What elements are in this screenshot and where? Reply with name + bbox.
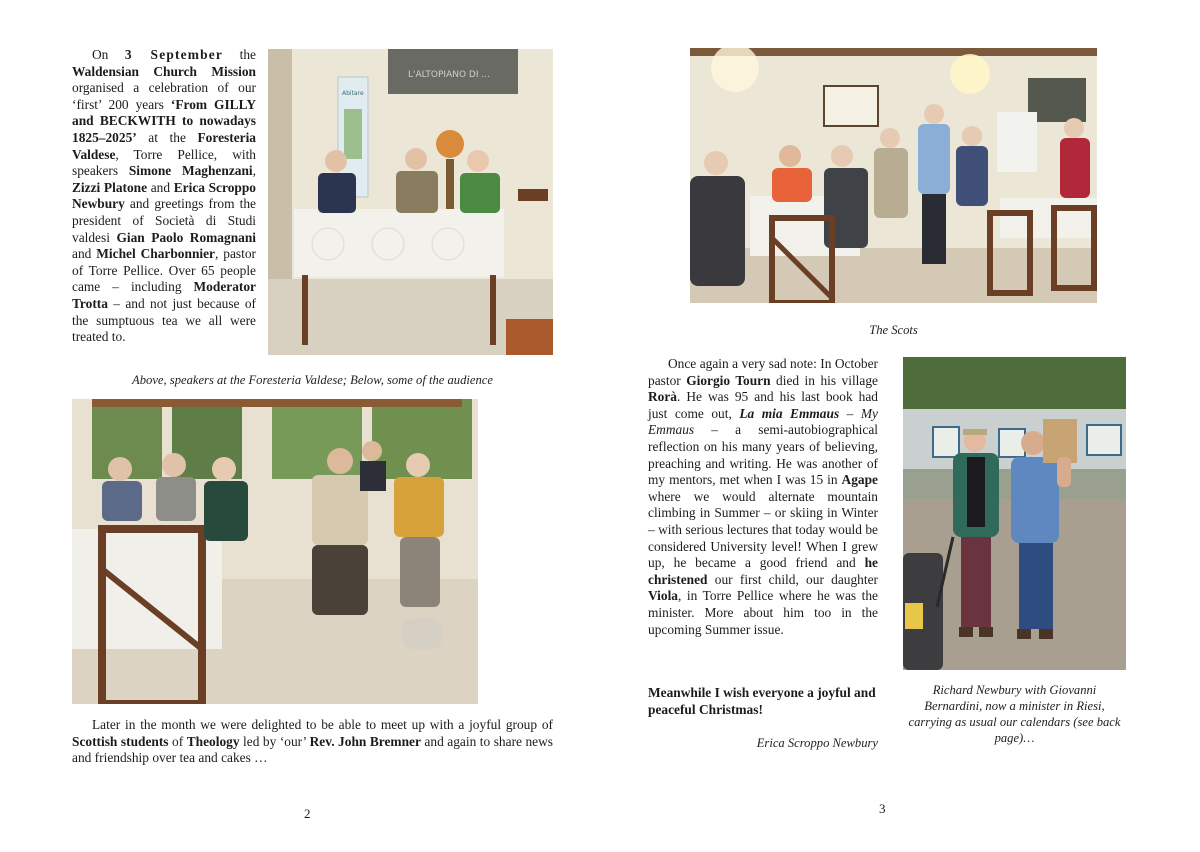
page-number-left: 2 (304, 806, 311, 821)
svg-text:L'ALTOPIANO DI ...: L'ALTOPIANO DI ... (408, 70, 490, 80)
newbury-photo-caption: Richard Newbury with Giovanni Bernardini, now a minister in Riesi, carrying as usual our calendars (see back page)… (908, 683, 1121, 745)
scots-caption: The Scots (869, 323, 918, 337)
audience-photo (72, 399, 478, 704)
newbury-bernardini-photo (903, 357, 1126, 670)
page-number-right: 3 (879, 801, 886, 816)
intro-paragraph: On 3 September the Waldensian Church Mission organised a celebration of our ‘first’ 200 years ‘From GILLY and BECKWITH to nowadays 1825–2025’ at the Foresteria Valdese, Torre Pellice, with speakers Simone Maghenzani, Zizzi Platone and Erica Scroppo Newbury and greetings from the president of Società di Studi valdesi Gian Paolo Romagnani and Michel Charbonnier, pastor of Torre Pellice. Over 65 people came – including Moderator Trotta – and not just because of the sumptuous tea we all were treated to. (72, 47, 257, 345)
event-date: 3 September (124, 47, 224, 62)
svg-text:Abitare: Abitare (342, 90, 364, 97)
speakers-photo (268, 49, 553, 355)
signature: Erica Scroppo Newbury (756, 736, 878, 750)
scots-photo (690, 48, 1097, 303)
scottish-students-paragraph: Later in the month we were delighted to be able to meet up with a joyful group of Scottish students of Theology led by ‘our’ Rev. John Bremner and again to share news and friendship over tea and cakes … (72, 717, 554, 766)
tourn-paragraph: Once again a very sad note: In October pastor Giorgio Tourn died in his village Rorà. He was 95 and his last book had just come out, La mia Emmaus – My Emmaus – a semi-autobiographical reflection on his many years of believing, preaching and writing. He was another of my mentors, met when I was 15 in Agape where we would alternate mountain climbing in Summer – or skiing in Winter – with serious lectures that today would be considered University level! When I grew up, he became a good friend and he christened our first child, our daughter Viola, in Torre Pellice where he was the minister. More about him too in the upcoming Summer issue. (648, 356, 878, 637)
christmas-wish: Meanwhile I wish everyone a joyful and peaceful Christmas! (648, 685, 876, 717)
speakers-caption: Above, speakers at the Foresteria Valdese; Below, some of the audience (132, 373, 493, 387)
